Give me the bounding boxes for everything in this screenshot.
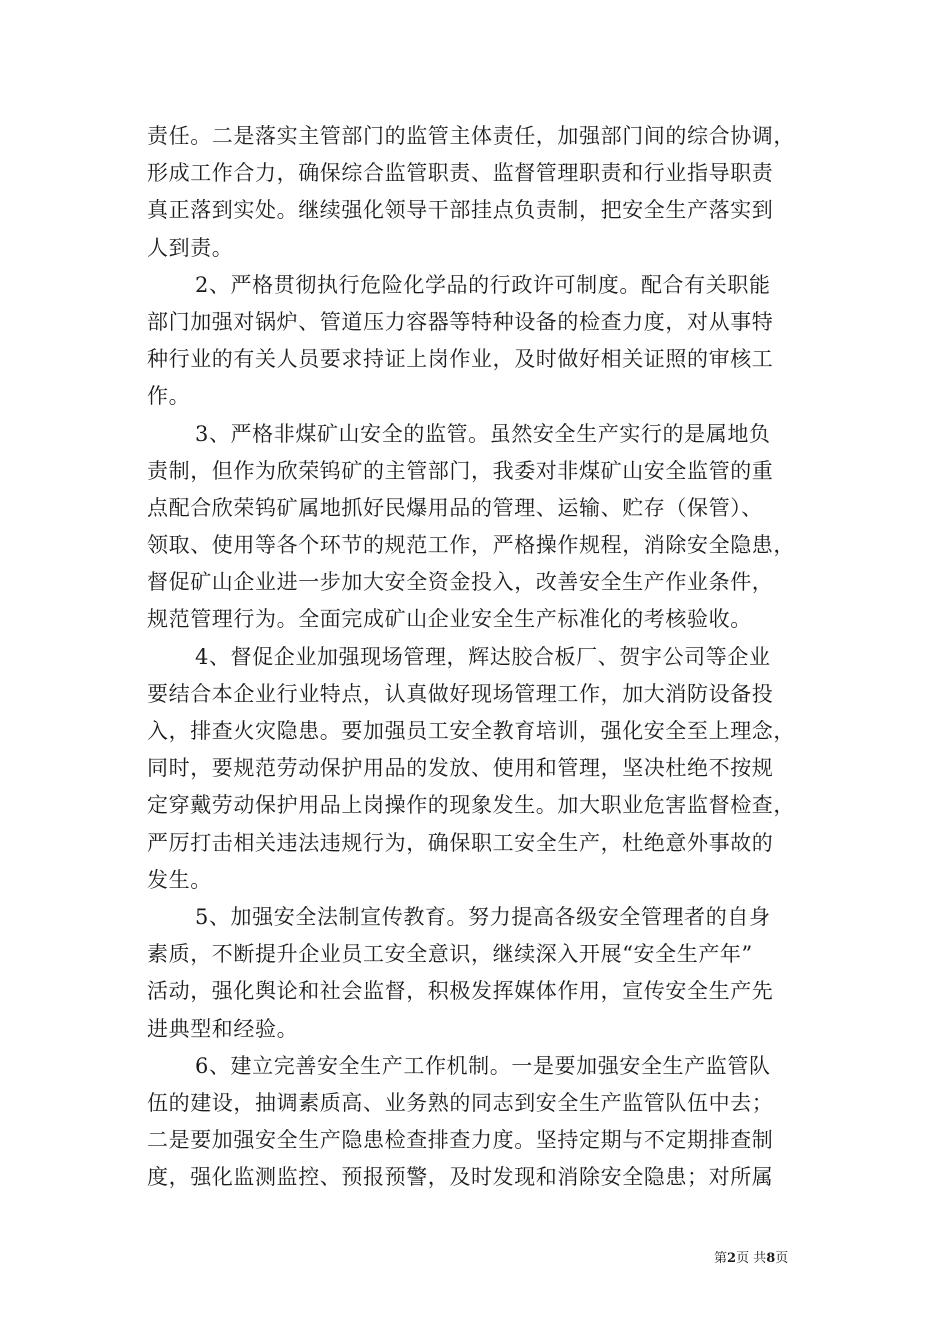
footer-prefix: 第 [714, 1251, 728, 1266]
footer-middle: 页 共 [736, 1251, 767, 1266]
text-line: 督促矿山企业进一步加大安全资金投入，改善安全生产作业条件， [147, 570, 774, 595]
current-page-number: 2 [727, 1251, 737, 1266]
text-line: 入，排查火灾隐患。要加强员工安全教育培训，强化安全至上理念， [147, 719, 795, 743]
text-line: 二是要加强安全生产隐患检查排查力度。坚持定期与不定期排查制 [147, 1128, 774, 1153]
text-line: 种行业的有关人员要求持证上岗作业，及时做好相关证照的审核工 [147, 347, 774, 372]
paragraph-item-4 [147, 639, 812, 899]
text-line: 素质，不断提升企业员工安全意识，继续深入开展“安全生产年” [147, 942, 753, 967]
total-pages-number: 8 [766, 1251, 776, 1266]
text-line: 形成工作合力，确保综合监管职责、监督管理职责和行业指导职责 [147, 161, 774, 186]
text-line: 3、严格非煤矿山安全的监管。虽然安全生产实行的是属地负 [195, 421, 771, 446]
footer-suffix: 页 [775, 1251, 789, 1266]
text-line: 伍的建设，抽调素质高、业务熟的同志到安全生产监管队伍中去； [147, 1090, 774, 1115]
paragraph-item-5 [147, 899, 812, 1048]
text-line: 同时，要规范劳动保护用品的发放、使用和管理，坚决杜绝不按规 [147, 756, 774, 781]
text-line: 定穿戴劳动保护用品上岗操作的现象发生。加大职业危害监督检查， [147, 793, 795, 818]
text-line: 活动，强化舆论和社会监督，积极发挥媒体作用，宣传安全生产先 [147, 979, 774, 1004]
text-line: 6、建立完善安全生产工作机制。一是要加强安全生产监管队 [195, 1053, 771, 1078]
text-line: 真正落到实处。继续强化领导干部挂点负责制，把安全生产落实到 [147, 198, 774, 223]
text-line: 领取、使用等各个环节的规范工作，严格操作规程，消除安全隐患， [147, 533, 795, 558]
document-body [147, 118, 812, 1196]
text-line: 2、严格贯彻执行危险化学品的行政许可制度。配合有关职能 [195, 272, 771, 297]
text-line: 5、加强安全法制宣传教育。努力提高各级安全管理者的自身 [195, 904, 771, 929]
page-footer [714, 1250, 788, 1268]
text-line: 严厉打击相关违法违规行为，确保职工安全生产，杜绝意外事故的 [147, 830, 774, 855]
text-line: 作。 [147, 384, 191, 409]
text-line: 进典型和经验。 [147, 1016, 299, 1041]
text-line: 责任。二是落实主管部门的监管主体责任，加强部门间的综合协调， [147, 124, 795, 148]
text-line: 要结合本企业行业特点，认真做好现场管理工作，加大消防设备投 [147, 681, 774, 706]
paragraph-item-6 [147, 1048, 812, 1197]
text-line: 部门加强对锅炉、管道压力容器等特种设备的检查力度，对从事特 [147, 309, 774, 334]
text-line: 度，强化监测监控、预报预警，及时发现和消除安全隐患；对所属 [147, 1165, 774, 1190]
paragraph-continued-responsibility [147, 118, 812, 267]
text-line: 责制，但作为欣荣钨矿的主管部门，我委对非煤矿山安全监管的重 [147, 458, 774, 483]
text-line: 4、督促企业加强现场管理，辉达胶合板厂、贺宇公司等企业 [195, 644, 771, 669]
paragraph-item-2 [147, 267, 812, 416]
text-line: 点配合欣荣钨矿属地抓好民爆用品的管理、运输、贮存（保管）、 [147, 495, 763, 520]
text-line: 发生。 [147, 867, 212, 892]
text-line: 人到责。 [147, 235, 234, 260]
text-line: 规范管理行为。全面完成矿山企业安全生产标准化的考核验收。 [147, 607, 752, 632]
paragraph-item-3 [147, 416, 812, 639]
